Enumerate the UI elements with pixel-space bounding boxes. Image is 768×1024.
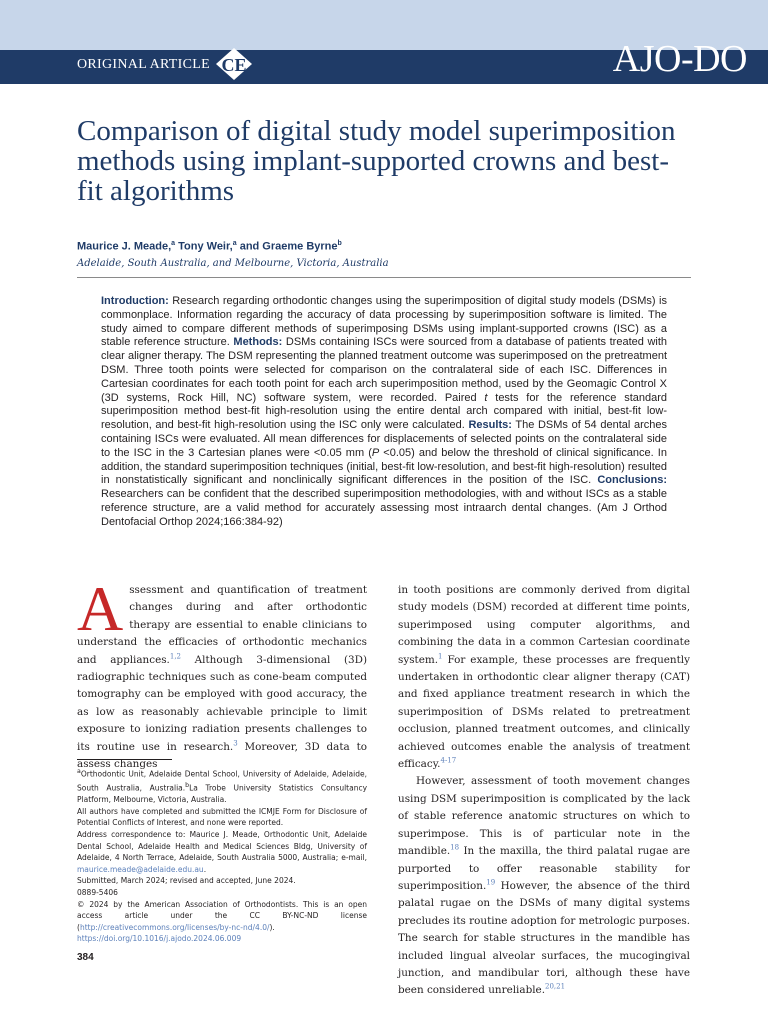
abstract-conclusions-text: Researchers can be confident that the described superimposition methodologies, with and without ISCs as a stable reference structure, are a valid method for accurately assessing most intraarch dental changes. (Am J Orthod Dentofacial Orthop 2024;166:384-92): [101, 488, 667, 528]
footnote-mark: a: [77, 768, 81, 775]
body-paragraph: [398, 773, 690, 999]
citation-link[interactable]: 19: [486, 878, 496, 887]
body-text: However, the absence of the third palatal rugae on the DSMs of many digital systems precludes its routine adoption for metrologic purposes. The search for stable structures in the mandible has included lingual alveolar surfaces, the mucogingival junction, and mandibular tori, although these have been considered unreliable.: [398, 879, 691, 997]
author-affiliation-mark: b: [337, 240, 342, 247]
abstract-methods-heading: Methods:: [233, 336, 283, 349]
citation-link[interactable]: 4-17: [440, 756, 457, 765]
body-text: However, assessment of tooth movement changes using DSM superimposition is complicated by the lack of stable reference anatomic structures on which to superimpose. This is of particular note in the mandible.: [398, 775, 690, 858]
author-affiliation-mark: a: [171, 240, 176, 247]
abstract-methods-text: DSMs containing ISCs were sourced from a database of patients treated with clear aligner therapy. The DSM representing the planned treatment outcome was superimposed on the pretreatment DSM. Three tooth points were selected for comparison on the contralateral side of each ISC. Differences in Cartesian coordinates for each tooth point for each arch superimposition method, used by the Geomagic Control X (3D systems, Rock Hill, NC) software system, were recorded. Paired: [101, 336, 668, 404]
footnote-disclosure: All authors have completed and submitted the ICMJE Form for Disclosure of Potential Conflicts of Interest, and none were reported.: [77, 806, 367, 828]
footnote-text: © 2024 by the American Association of Orthodontists. This is an open access article under the CC BY-NC-ND license (: [77, 899, 367, 932]
footnotes: [77, 766, 367, 945]
abstract-results-text: The DSMs of 54 dental arches containing ISCs were evaluated. All mean differences for displacements of selected points on the contralateral side to the ISC in the 3 Cartesian planes were <0.05 mm (: [101, 419, 667, 459]
journal-logo: AJO-DO: [612, 38, 747, 80]
author-name: Maurice J. Meade,: [77, 240, 172, 253]
footnote-submission-dates: Submitted, March 2024; revised and accepted, June 2024.: [77, 876, 296, 886]
body-paragraph: [398, 582, 690, 773]
citation-link[interactable]: 1: [438, 652, 443, 661]
body-text: In the maxilla, the third palatal rugae are purported to offer reasonable stability for superimposition.: [398, 845, 690, 892]
body-text: ssessment and quantification of treatment changes during and after orthodontic therapy are essential to enable clinicians to understand the efficacies of orthodontic mechanics and appliances.: [77, 584, 367, 666]
footnote-copyright: [77, 899, 367, 934]
drop-cap: A: [77, 573, 124, 644]
article-title: Comparison of digital study model superimposition methods using implant-supported crowns and best-fit algorithms: [77, 115, 676, 207]
abstract-introduction-text: Research regarding orthodontic changes using the superimposition of digital study models (DSMs) is commonplace. Information regarding the accuracy of data processing by superimposition software is limited. The study aimed to compare different methods of superimposing DSMs using implant-supported crowns (ISC) as a stable reference structure.: [101, 295, 667, 349]
citation-link[interactable]: 20,21: [545, 982, 566, 991]
abstract-introduction-heading: Introduction:: [101, 295, 169, 307]
footnote-text: ).: [269, 922, 275, 932]
body-text: For example, these processes are frequently undertaken in orthodontic clear aligner therapy (CAT) and fixed appliance treatment research in which the superimposition of DSMs related to pretreatment occlusion, planned treatment outcomes, and clinically achieved outcomes enable the analysis of treatment efficacy.: [398, 653, 690, 771]
ce-badge-text: CE: [221, 55, 247, 75]
license-link[interactable]: http://creativecommons.org/licenses/by-nc-nd/4.0/: [79, 922, 270, 932]
email-link[interactable]: maurice.meade@adelaide.edu.au: [77, 864, 204, 874]
abstract: [101, 295, 667, 530]
body-text: in tooth positions are commonly derived from digital study models (DSM) recorded at different time points, superimposed using computer algorithms, and combining the data in a common Cartesian coordinate system.: [398, 584, 690, 666]
citation-link[interactable]: 18: [450, 843, 460, 852]
abstract-p-symbol: P: [371, 446, 380, 459]
body-text: Although 3-dimensional (3D) radiographic techniques such as cone-beam computed tomography can be employed with good accuracy, the as low as reasonably achievable principle to limit exposure to ionizing radiation presents challenges to its routine use in research.: [77, 653, 367, 753]
body-text: Moreover, 3D data to assess changes: [77, 740, 367, 771]
footnote-correspondence: [77, 829, 367, 875]
footnote-doi: [77, 933, 367, 945]
abstract-results-text: <0.05) and below the threshold of clinical significance. In addition, the standard superimposition techniques (initial, best-fit low-resolution, and best-fit high-resolution) resulted in nonstatistically significant and nonclinically significant differences in the position of the ISC.: [101, 446, 667, 487]
author-affiliation: Adelaide, South Australia, and Melbourne, Victoria, Australia: [77, 258, 389, 269]
footnote-text: Address correspondence to: Maurice J. Meade, Orthodontic Unit, Adelaide Dental School, Adelaide Health and Medical Sciences Bldg, University of Adelaide, 4 North Terrace, Adelaide, South Australia 5000, Australia; e-mail,: [77, 829, 367, 863]
footnote-issn: 0889-5406: [77, 887, 118, 897]
abstract-results-heading: Results:: [468, 419, 512, 432]
citation-link[interactable]: 1,2: [169, 652, 181, 661]
author-name: Tony Weir,: [175, 240, 233, 253]
abstract-conclusions-heading: Conclusions:: [597, 474, 667, 487]
page-number: 384: [77, 952, 94, 963]
doi-link[interactable]: https://doi.org/10.1016/j.ajodo.2024.06.009: [77, 934, 242, 944]
ce-credit-badge-icon: [212, 46, 256, 82]
footnote-text: .: [203, 864, 207, 874]
body-column-left: [77, 573, 367, 773]
footnote-affiliations: [77, 766, 367, 806]
article-type-label: ORIGINAL ARTICLE: [77, 57, 210, 72]
author-list: [77, 240, 342, 253]
footnote-divider: [77, 759, 172, 760]
author-affiliation-mark: a: [232, 240, 237, 247]
author-name: and Graeme Byrne: [236, 240, 338, 253]
abstract-t-symbol: t: [484, 391, 488, 404]
body-column-right: [398, 582, 690, 1000]
footnote-text: La Trobe University Statistics Consultancy Platform, Melbourne, Victoria, Australia.: [77, 783, 368, 805]
footnote-mark: b: [185, 782, 190, 790]
footnote-text: Orthodontic Unit, Adelaide Dental School, University of Adelaide, Adelaide, South Australia, Australia.: [77, 769, 367, 793]
abstract-methods-text: tests for the reference standard superimposition method best-fit high-resolution using the entire dental arch compared with initial, best-fit low-resolution, and best-fit high-resolution using the ISC only were calculated.: [101, 391, 668, 432]
citation-link[interactable]: 3: [233, 739, 238, 748]
header-divider: [77, 277, 691, 278]
